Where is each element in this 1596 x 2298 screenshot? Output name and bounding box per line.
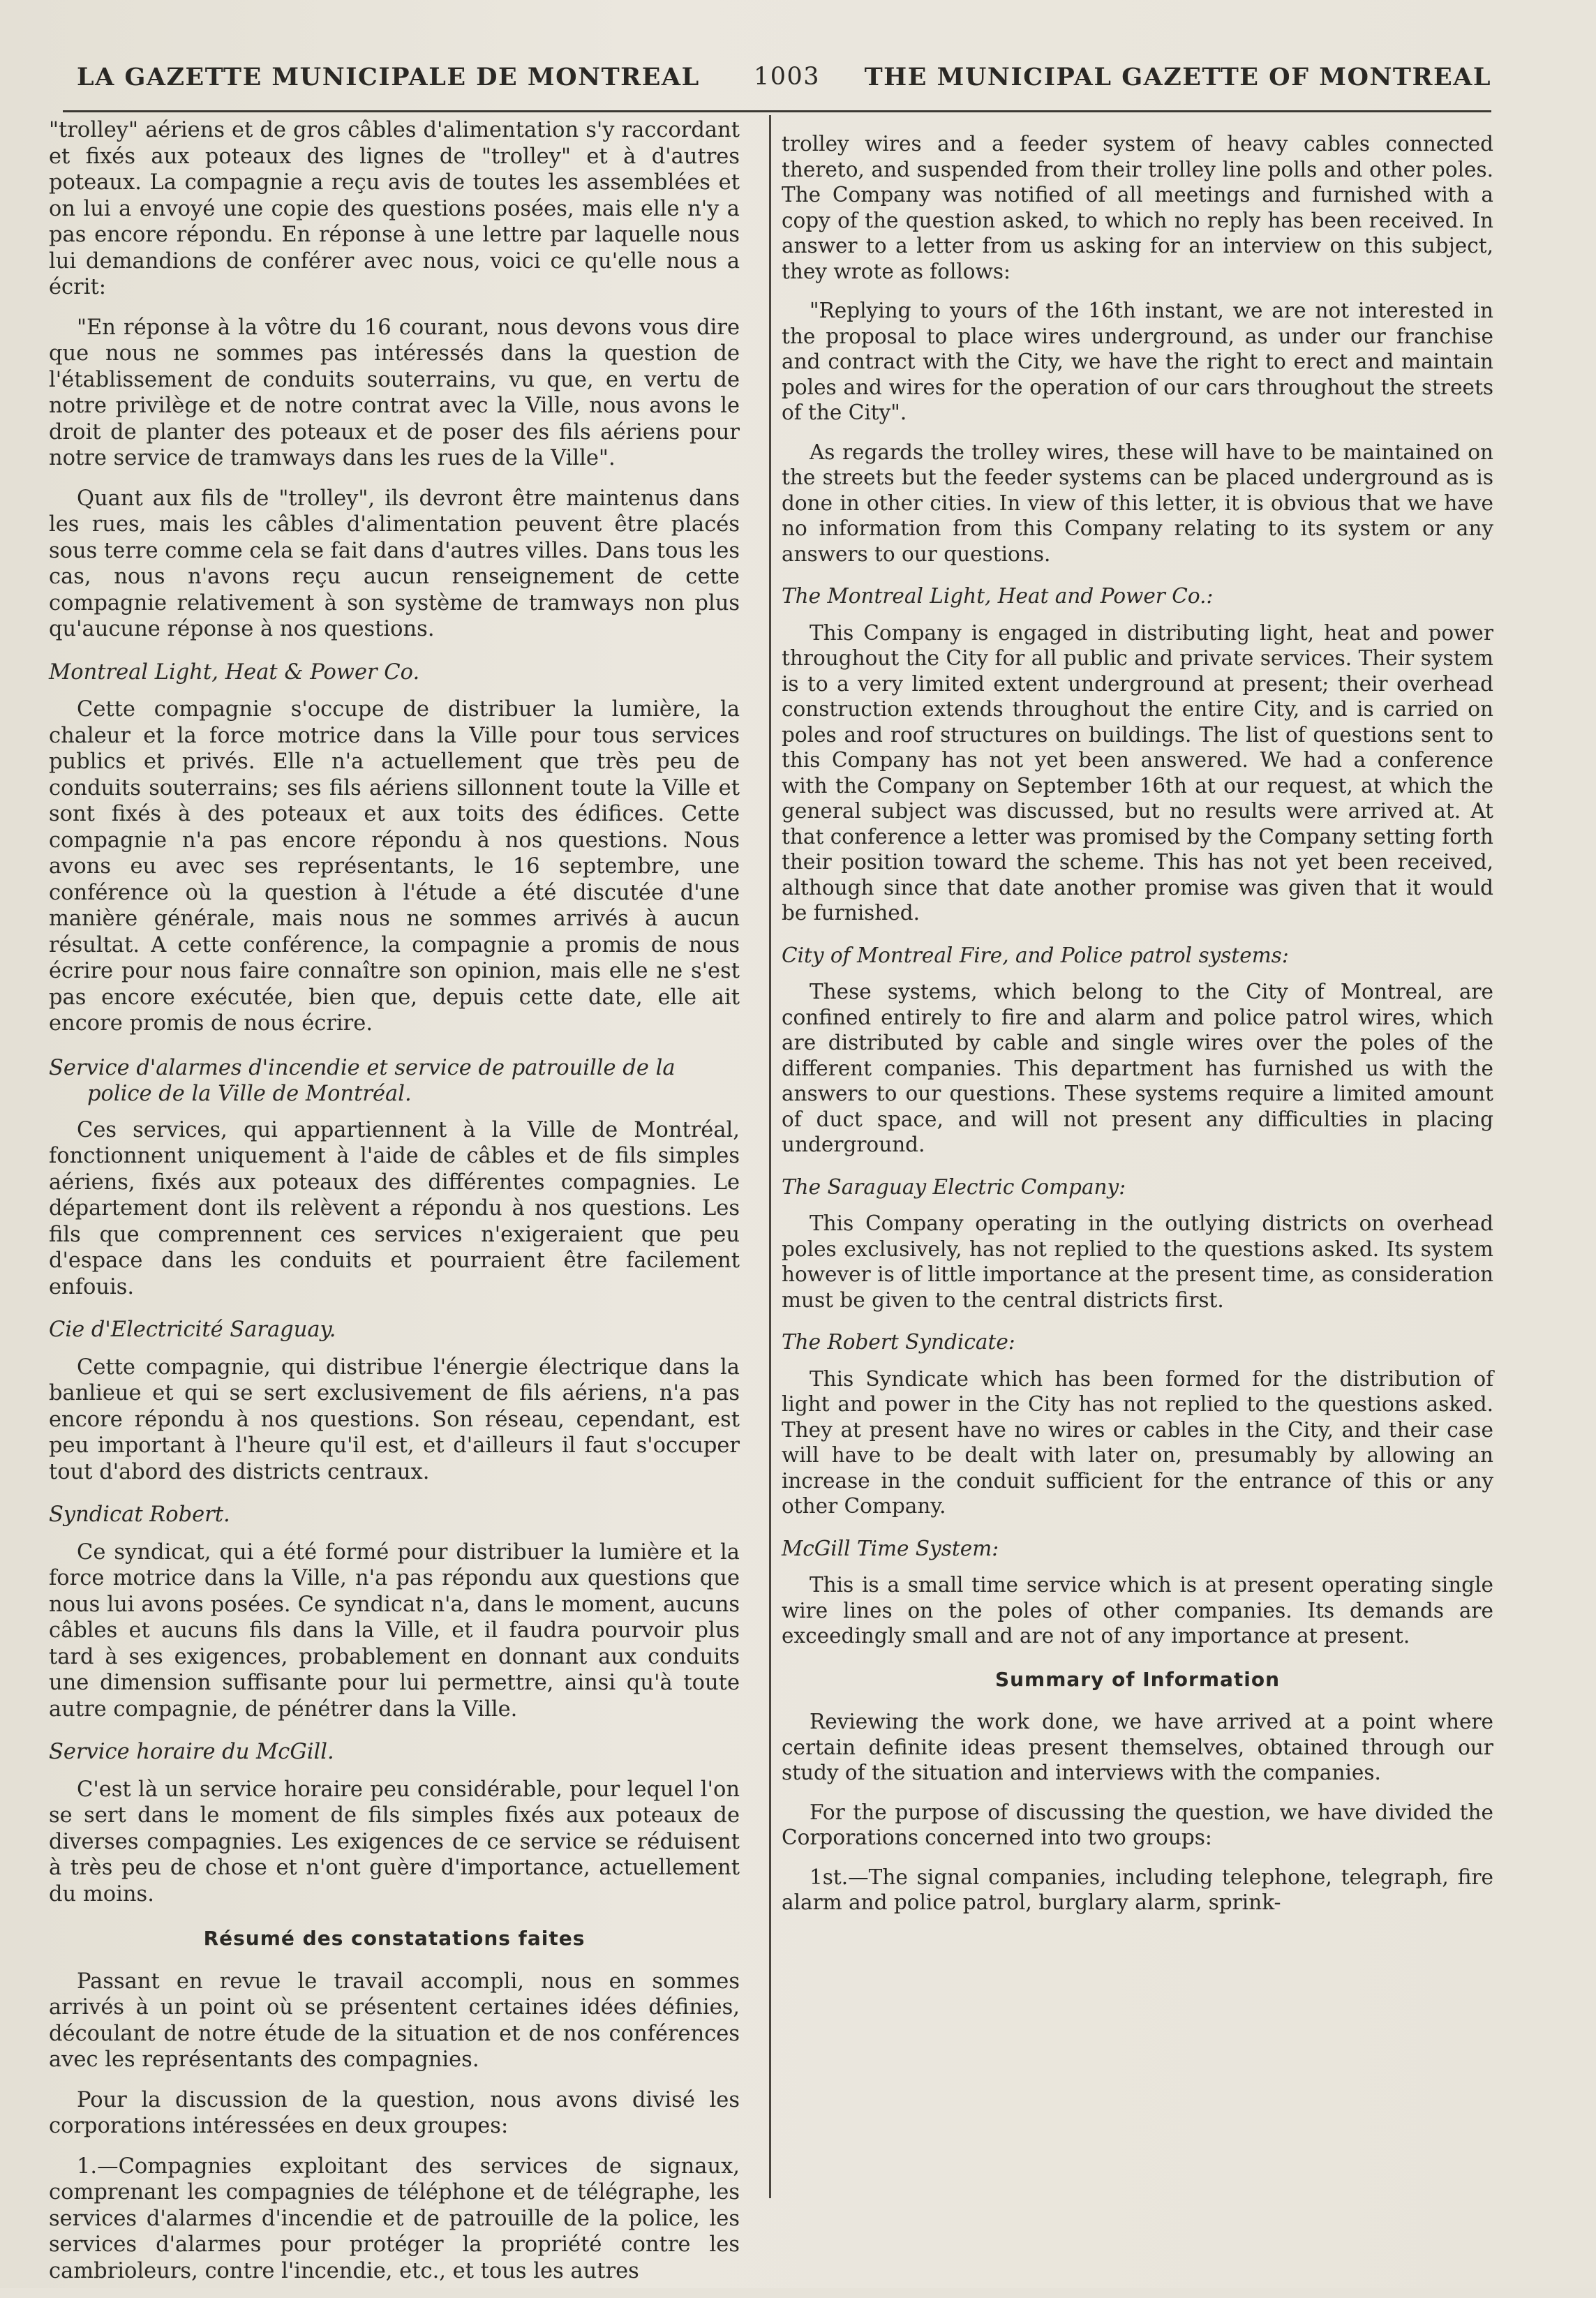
section-heading: City of Montreal Fire, and Police patrol systems: (782, 943, 1289, 967)
paragraph: 1st.—The signal companies, including telephone, telegraph, fire alarm and police patrol, burglary alarm, sprink- (782, 1865, 1493, 1914)
paragraph: Ce syndicat, qui a été formé pour distribuer la lumière et la force motrice dans la Ville, n'a pas répondu aux questions que nous lui avons posées. Ce syndicat n'a, dans le moment, aucuns câbles et aucuns fils dans la Ville, et il faudra pourvoir plus tard à ses exigences, probablement en donnant aux conduits une dimension suffisante pour lui permettre, ainsi qu'à toute autre compagnie, de pénétrer dans la Ville. (49, 1539, 740, 1722)
section-heading: Service d'alarmes d'incendie et service de patrouille de la police de la Ville de Montréal. (49, 1055, 676, 1106)
paragraph: This is a small time service which is at present operating single wire lines on the poles of other companies. Its demands are exceedingly small and are not of any importance at present. (782, 1573, 1493, 1648)
paragraph: "trolley" aériens et de gros câbles d'alimentation s'y raccordant et fixés aux poteaux des lignes de "trolley" et à d'autres poteaux. La compagnie a reçu avis de toutes les assemblées et on lui a envoyé une copie des questions posées, mais elle n'y a pas encore répondu. En réponse à une lettre par laquelle nous lui demandions de conférer avec nous, voici ce qu'elle nous a écrit: (49, 118, 740, 299)
section-heading: McGill Time System: (782, 1536, 999, 1560)
paragraph: Reviewing the work done, we have arrived at a point where certain definite ideas present themselves, obtained through our study of the situation and interviews with the companies. (782, 1710, 1493, 1784)
page-number: 1003 (754, 63, 821, 91)
paragraph: Pour la discussion de la question, nous avons divisé les corporations intéressées en deux groupes: (49, 2087, 740, 2138)
paragraph: This Company is engaged in distributing light, heat and power throughout the City for all public and private services. Their system is to a very limited extent underground at present; their overhead construction extends throughout the entire City, and is carried on poles and roof structures on buildings. The list of questions sent to this Company has not yet been answered. We had a conference with the Company on September 16th at our request, at which the general subject was discussed, but no results were arrived at. At that conference a letter was promised by the Company setting forth their position toward the scheme. This has not yet been received, although since that date another promise was given that it would be furnished. (782, 620, 1493, 925)
paragraph: Cette compagnie, qui distribue l'énergie électrique dans la banlieue et qui se sert exclusivement de fils aériens, n'a pas encore répondu à nos questions. Son réseau, cependant, est peu important à l'heure qu'il est, et d'ailleurs il faut s'occuper tout d'abord des districts centraux. (49, 1355, 740, 1484)
section-heading: The Saraguay Electric Company: (782, 1174, 1126, 1199)
section-heading: The Robert Syndicate: (782, 1330, 1015, 1354)
paragraph: For the purpose of discussing the question, we have divided the Corporations concerned into two groups: (782, 1800, 1493, 1849)
summary-heading: Summary of Information (994, 1667, 1281, 1691)
paragraph: C'est là un service horaire peu considérable, pour lequel l'on se sert dans le moment de fils simples fixés aux poteaux de diverses compagnies. Les exigences de ce service se réduisent à très peu de chose et n'ont guère d'importance, actuellement du moins. (49, 1777, 740, 1907)
paragraph: Passant en revue le travail accompli, nous en sommes arrivés à un point où se présentent certaines idées définies, découlant de notre étude de la situation et de nos conférences avec les représentants des compagnies. (49, 1969, 740, 2072)
paragraph: As regards the trolley wires, these will have to be maintained on the streets but the feeder systems can be placed underground as is done in other cities. In view of this letter, it is obvious that we have no information from this Company relating to its system or any answers to our questions. (782, 440, 1493, 566)
english-column (782, 131, 1493, 1930)
paragraph: This Company operating in the outlying districts on overhead poles exclusively, has not replied to the questions asked. Its system however is of little importance at the present time, as consideration must be given to the central districts first. (782, 1211, 1493, 1312)
header-english-title: THE MUNICIPAL GAZETTE OF MONTREAL (864, 63, 1491, 91)
running-head (77, 49, 1491, 112)
paragraph: This Syndicate which has been formed for the distribution of light and power in the City has not replied to the questions asked. They at present have no wires or cables in the City, and their case will have to be dealt with later on, presumably by allowing an increase in the conduit sufficient for the entrance of this or any other Company. (782, 1366, 1493, 1518)
paragraph: These systems, which belong to the City of Montreal, are confined entirely to fire and alarm and police patrol wires, which are distributed by cable and single wires over the poles of the different companies. This department has furnished us with the answers to our questions. These systems require a limited amount of duct space, and will not present any difficulties in placing underground. (782, 980, 1493, 1156)
paragraph: "Replying to yours of the 16th instant, we are not interested in the proposal to place wires underground, as under our franchise and contract with the City, we have the right to erect and maintain poles and wires for the operation of our cars throughout the streets of the City". (782, 299, 1493, 424)
paragraph: Ces services, qui appartiennent à la Ville de Montréal, fonctionnent uniquement à l'aide de câbles et de fils simples aériens, fixés aux poteaux des différentes compagnies. Le département dont ils relèvent a répondu à nos questions. Les fils que comprennent ces services n'exigeraient que peu d'espace dans les conduits et pourraient être facilement enfouis. (49, 1117, 740, 1299)
section-heading: The Montreal Light, Heat and Power Co.: (782, 584, 1214, 608)
section-heading: Cie d'Electricité Saraguay. (49, 1318, 336, 1342)
paragraph: Cette compagnie s'occupe de distribuer la lumière, la chaleur et la force motrice dans la Ville pour tous services publics et privés. Elle n'a actuellement que très peu de conduits souterrains; ses fils aériens sillonnent toute la Ville et sont fixés à des poteaux et aux toits des édifices. Cette compagnie n'a pas encore répondu à nos questions. Nous avons eu avec ses représentants, le 16 septembre, une conférence où la question à l'étude a été discutée d'une manière générale, mais nous ne sommes arrivés à aucun résultat. A cette conférence, la compagnie a promis de nous écrire pour nous faire connaître son opinion, mais elle ne s'est pas encore exécutée, bien que, depuis cette date, elle ait encore promis de nous écrire. (49, 697, 740, 1036)
section-heading: Service horaire du McGill. (49, 1740, 334, 1764)
summary-heading: Résumé des constatations faites (203, 1927, 586, 1950)
paragraph: Quant aux fils de "trolley", ils devront être maintenus dans les rues, mais les câbles d'alimentation peuvent être placés sous terre comme cela se fait dans d'autres villes. Dans tous les cas, nous n'avons reçu aucun renseignement de cette compagnie relativement à son système de tramways non plus qu'aucune réponse à nos questions. (49, 486, 740, 641)
header-french-title: LA GAZETTE MUNICIPALE DE MONTREAL (77, 63, 700, 91)
section-heading: Syndicat Robert. (49, 1502, 230, 1527)
paragraph: "En réponse à la vôtre du 16 courant, nous devons vous dire que nous ne sommes pas intéressés dans la question de l'établissement de conduits souterrains, vu que, en vertu de notre privilège et de notre contrat avec la Ville, nous avons le droit de planter des poteaux et de poser des fils aériens pour notre service de tramways dans les rues de la Ville". (49, 315, 740, 470)
french-column (49, 117, 740, 2298)
paragraph: trolley wires and a feeder system of heavy cables connected thereto, and suspended from their trolley line polls and other poles. The Company was notified of all meetings and furnished with a copy of the question asked, to which no reply has been received. In answer to a letter from us asking for an interview on this subject, they wrote as follows: (782, 132, 1493, 283)
paragraph: 1.—Compagnies exploitant des services de signaux, comprenant les compagnies de téléphone et de télégraphe, les services d'alarmes d'incendie et de patrouille de la police, les services d'alarmes pour protéger la propriété contre les cambrioleurs, contre l'incendie, etc., et tous les autres (49, 2154, 740, 2283)
section-heading: Montreal Light, Heat & Power Co. (49, 659, 420, 685)
column-divider (769, 115, 771, 2198)
header-rule (63, 110, 1491, 112)
